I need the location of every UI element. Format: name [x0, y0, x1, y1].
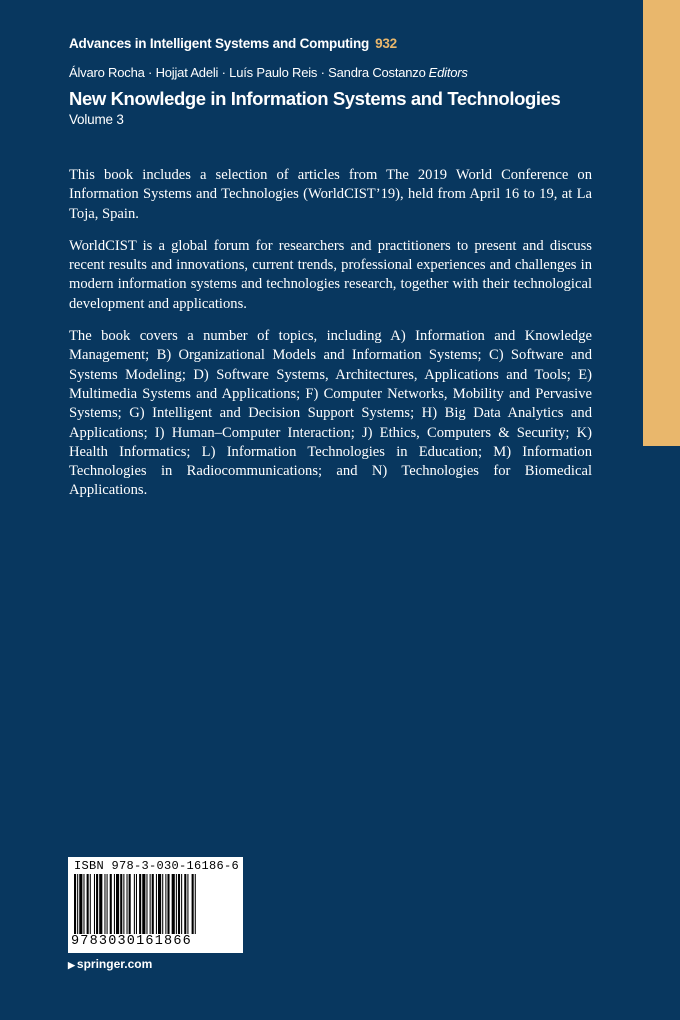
editors-role: Editors — [428, 65, 468, 80]
isbn-barcode — [68, 857, 243, 953]
publisher — [68, 957, 152, 971]
triangle-right-icon: ▶ — [68, 960, 75, 970]
series-name: Advances in Intelligent Systems and Computing — [69, 36, 370, 51]
series-line — [69, 36, 397, 51]
accent-strip — [643, 0, 680, 446]
series-number: 932 — [375, 36, 397, 51]
editor-names: Álvaro Rocha · Hojjat Adeli · Luís Paulo Reis · Sandra Costanzo — [69, 65, 426, 80]
barcode-digits: 9783030161866 — [71, 934, 192, 949]
description-paragraph: The book covers a number of topics, including A) Information and Knowledge Management; B) Organizational Models and Information Systems; C) Software and Systems Modeling; D) Software Systems, Architectures, Applications and Tools; E) Multimedia Systems and Applications; F) Computer Networks, Mobility and Pervasive Systems; G) Intelligent and Decision Support Systems; H) Big Data Analytics and Applications; I) Human–Computer Interaction; J) Ethics, Computers & Security; K) Health Informatics; L) Information Technologies in Education; M) Information Technologies in Radiocommunications; and N) Technologies for Biomedical Applications. — [69, 328, 592, 499]
book-volume: Volume 3 — [69, 112, 124, 127]
barcode-bars — [74, 874, 237, 934]
description — [69, 166, 592, 514]
editors-line — [69, 65, 468, 80]
publisher-url: springer.com — [76, 957, 153, 971]
description-paragraph: WorldCIST is a global forum for researchers and practitioners to present and discuss recent results and innovations, current trends, professional experiences and challenges in modern information systems and technologies research, together with their technological development and applications. — [69, 237, 592, 312]
isbn-label: ISBN 978-3-030-16186-6 — [74, 859, 240, 873]
book-title: New Knowledge in Information Systems and Technologies — [69, 88, 561, 109]
description-paragraph: This book includes a selection of articles from The 2019 World Conference on Information Systems and Technologies (WorldCIST’19), held from April 16 to 19, at La Toja, Spain. — [69, 167, 592, 222]
